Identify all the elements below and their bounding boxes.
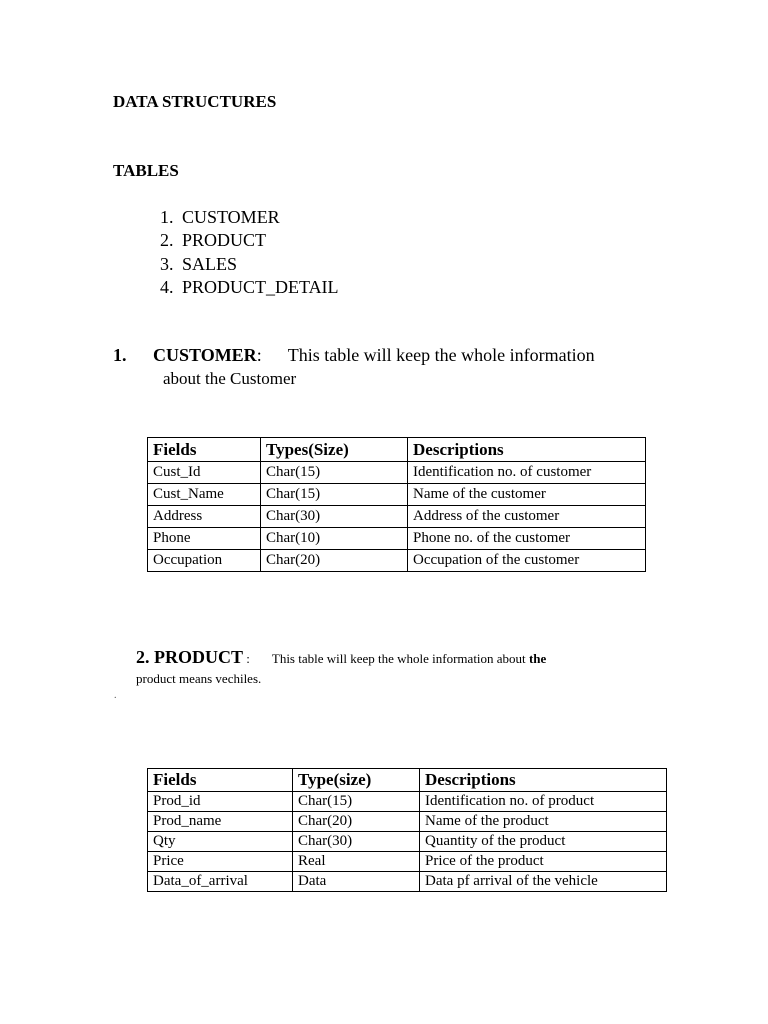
table-row	[148, 792, 667, 812]
table-row	[148, 484, 646, 506]
field-cell: Prod_id	[148, 792, 293, 812]
type-cell: Real	[293, 852, 420, 872]
description-cell: Address of the customer	[408, 506, 646, 528]
table-list-item	[160, 253, 339, 276]
field-cell: Prod_name	[148, 812, 293, 832]
description-cell: Name of the product	[420, 812, 667, 832]
field-cell: Data_of_arrival	[148, 872, 293, 892]
field-cell: Cust_Name	[148, 484, 261, 506]
section-description-bold: the	[528, 651, 547, 666]
product-section-description-cont: product means vechiles.	[136, 671, 262, 686]
product-section-heading	[136, 647, 546, 668]
field-cell: Address	[148, 506, 261, 528]
list-number: 2.	[160, 230, 174, 251]
field-cell: Occupation	[148, 550, 261, 572]
header-cell-fields: Fields	[148, 769, 293, 792]
field-cell: Phone	[148, 528, 261, 550]
customer-section-description-cont: about the Customer	[163, 369, 297, 388]
description-cell: Occupation of the customer	[408, 550, 646, 572]
field-cell: Price	[148, 852, 293, 872]
table-row	[148, 550, 646, 572]
type-cell: Char(30)	[261, 506, 408, 528]
section-colon: :	[246, 651, 250, 666]
list-number: 3.	[160, 253, 174, 274]
list-label: PRODUCT_DETAIL	[182, 276, 339, 297]
type-cell: Char(15)	[293, 792, 420, 812]
header-cell-descriptions: Descriptions	[408, 438, 646, 462]
table-row	[148, 812, 667, 832]
header-cell-descriptions: Descriptions	[420, 769, 667, 792]
document-title: DATA STRUCTURES	[113, 92, 277, 111]
customer-table	[147, 437, 646, 572]
section-colon: :	[256, 345, 262, 365]
product-table	[147, 768, 667, 892]
table-row	[148, 872, 667, 892]
table-list-item	[160, 206, 339, 229]
section-description: This table will keep the whole information	[287, 345, 595, 365]
section-name: PRODUCT	[154, 647, 243, 667]
description-cell: Identification no. of customer	[408, 462, 646, 484]
table-row	[148, 528, 646, 550]
section-number: 2.	[136, 647, 150, 667]
customer-section-heading	[113, 345, 595, 366]
section-number: 1.	[113, 345, 127, 365]
table-row	[148, 506, 646, 528]
description-cell: Phone no. of the customer	[408, 528, 646, 550]
stray-mark: .	[114, 690, 117, 701]
table-row	[148, 852, 667, 872]
type-cell: Char(15)	[261, 462, 408, 484]
table-list	[160, 206, 339, 299]
list-label: SALES	[182, 253, 238, 274]
table-list-item	[160, 229, 339, 252]
header-cell-types: Type(size)	[293, 769, 420, 792]
type-cell: Char(20)	[293, 812, 420, 832]
type-cell: Char(20)	[261, 550, 408, 572]
field-cell: Cust_Id	[148, 462, 261, 484]
type-cell: Char(10)	[261, 528, 408, 550]
section-name: CUSTOMER	[153, 345, 257, 365]
table-row	[148, 832, 667, 852]
list-number: 1.	[160, 207, 174, 227]
description-cell: Quantity of the product	[420, 832, 667, 852]
description-cell: Identification no. of product	[420, 792, 667, 812]
section-description: This table will keep the whole information about	[271, 651, 526, 666]
table-list-item	[160, 276, 339, 299]
header-cell-types: Types(Size)	[261, 438, 408, 462]
type-cell: Data	[293, 872, 420, 892]
description-cell: Name of the customer	[408, 484, 646, 506]
table-row	[148, 462, 646, 484]
list-label: PRODUCT	[182, 230, 267, 251]
header-cell-fields: Fields	[148, 438, 261, 462]
tables-heading: TABLES	[113, 161, 179, 180]
field-cell: Qty	[148, 832, 293, 852]
list-label: CUSTOMER	[182, 207, 280, 227]
type-cell: Char(15)	[261, 484, 408, 506]
description-cell: Data pf arrival of the vehicle	[420, 872, 667, 892]
description-cell: Price of the product	[420, 852, 667, 872]
list-number: 4.	[160, 276, 174, 297]
table-header-row	[148, 769, 667, 792]
type-cell: Char(30)	[293, 832, 420, 852]
table-header-row	[148, 438, 646, 462]
